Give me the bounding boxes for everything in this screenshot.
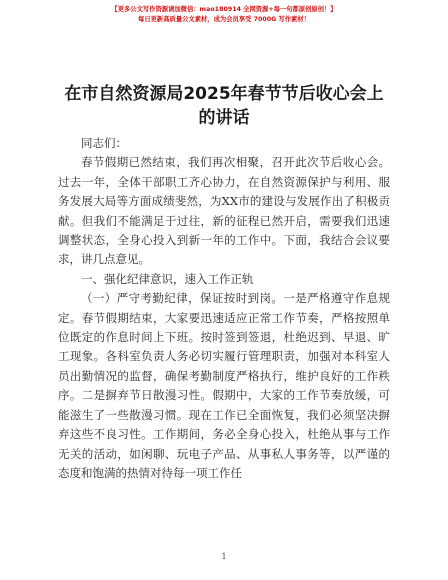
salutation: 同志们： [81, 136, 127, 150]
body-paragraph: 春节假期已然结束，我们再次相聚，召开此次节后收心会。过去一年，全体干部职工齐心协力，在自然资源保护与利用、服务发展大局等方面成绩斐然，为XX市的建设与发展作出了积极贡献。但我们不能满足于过往，新的征程已然开启，需要我们迅速调整状态，全身心投入到新一年的工作中。下面，我结合会议要求，讲几点意见。 [58, 155, 390, 267]
document-body [58, 134, 390, 483]
banner-line-1: 【更多公文写作资源请加微信：mao180914 全网资源+每一句都原创原创！】 [111, 6, 337, 13]
body-paragraph: （一）严守考勤纪律，保证按时到岗。一是严格遵守作息规定。春节假期结束，大家要迅速适应正常工作节奏，严格按照单位既定的作息时间上下班。按时签到签退，杜绝迟到、早退、旷工现象。各科室负责人务必切实履行管理职责，加强对本科室人员出勤情况的监督，确保考勤制度严格执行，维护良好的工作秩序。二是摒弃节日散漫习性。假期中，大家的工作节奏放缓，可能滋生了一些散漫习惯。现在工作已全面恢复，我们必须坚决摒弃这些不良习性。工作期间，务必全身心投入，杜绝从事与工作无关的活动，如闲聊、玩电子产品、从事私人事务等，以严谨的态度和饱满的热情对待每一项工作任 [58, 291, 390, 480]
banner-line-2: 每日更新高质量公文素材，成为会员享受 7000G 写作素材！ [138, 16, 310, 23]
document-title: 在市自然资源局2025年春节节后收心会上的讲话 [64, 84, 384, 128]
promo-banner [0, 5, 448, 25]
section-heading: 一、强化纪律意识，速入工作正轨 [81, 271, 254, 286]
page-number: 1 [221, 552, 227, 561]
